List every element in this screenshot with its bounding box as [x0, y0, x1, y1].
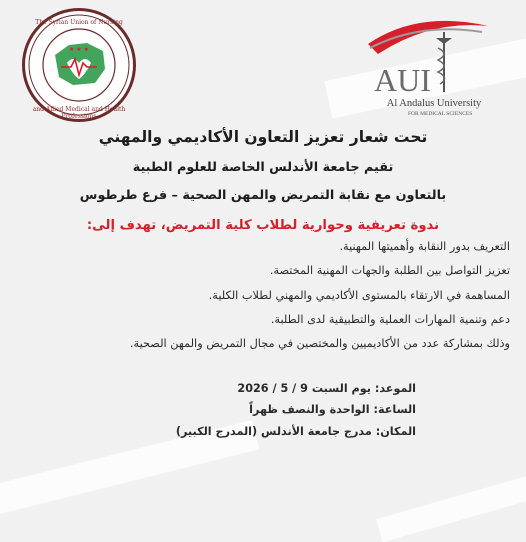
collaboration-line: بالتعاون مع نقابة التمريض والمهن الصحية – فرع طرطوس — [79, 188, 447, 203]
logo-ring-text-bottom: and Allied Medical and Health Professions — [32, 106, 126, 120]
event-place: المكان: مدرج جامعة الأندلس (المدرج الكبير) — [175, 425, 416, 438]
background-stripe — [376, 470, 526, 542]
university-subtitle: FOR MEDICAL SCIENCES — [408, 111, 473, 117]
list-item: التعريف بدور النقابة وأهميتها المهنية. — [339, 240, 510, 253]
university-name: Al Andalus University — [386, 98, 482, 109]
list-item: وذلك بمشاركة عدد من الأكاديميين والمختصين في مجال التمريض والمهن الصحية. — [129, 337, 510, 350]
list-item: المساهمة في الارتقاء بالمستوى الأكاديمي والمهني لطلاب الكلية. — [208, 289, 510, 302]
slogan-heading: تحت شعار تعزيز التعاون الأكاديمي والمهني — [98, 128, 428, 146]
host-line: تقيم جامعة الأندلس الخاصة للعلوم الطبية — [132, 160, 394, 175]
seminar-title: ندوة تعريفية وحوارية لطلاب كلية التمريض، تهدف إلى: — [86, 218, 440, 233]
syrian-nursing-union-logo — [22, 8, 136, 122]
svg-text:★ ★ ★: ★ ★ ★ — [69, 46, 89, 53]
union-emblem-icon — [25, 11, 133, 119]
al-andalus-university-logo — [358, 14, 508, 124]
logo-ring-text-top: The Syrian Union of Nursing — [35, 19, 123, 26]
aui-wordmark: AUI — [374, 62, 431, 98]
list-item: تعزيز التواصل بين الطلبة والجهات المهنية المختصة. — [269, 264, 510, 277]
event-date: الموعد: يوم السبت 9 / 5 / 2026 — [237, 382, 416, 395]
list-item: دعم وتنمية المهارات العملية والتطبيقية لدى الطلبة. — [270, 313, 510, 326]
event-time: الساعة: الواحدة والنصف ظهراً — [249, 403, 416, 416]
